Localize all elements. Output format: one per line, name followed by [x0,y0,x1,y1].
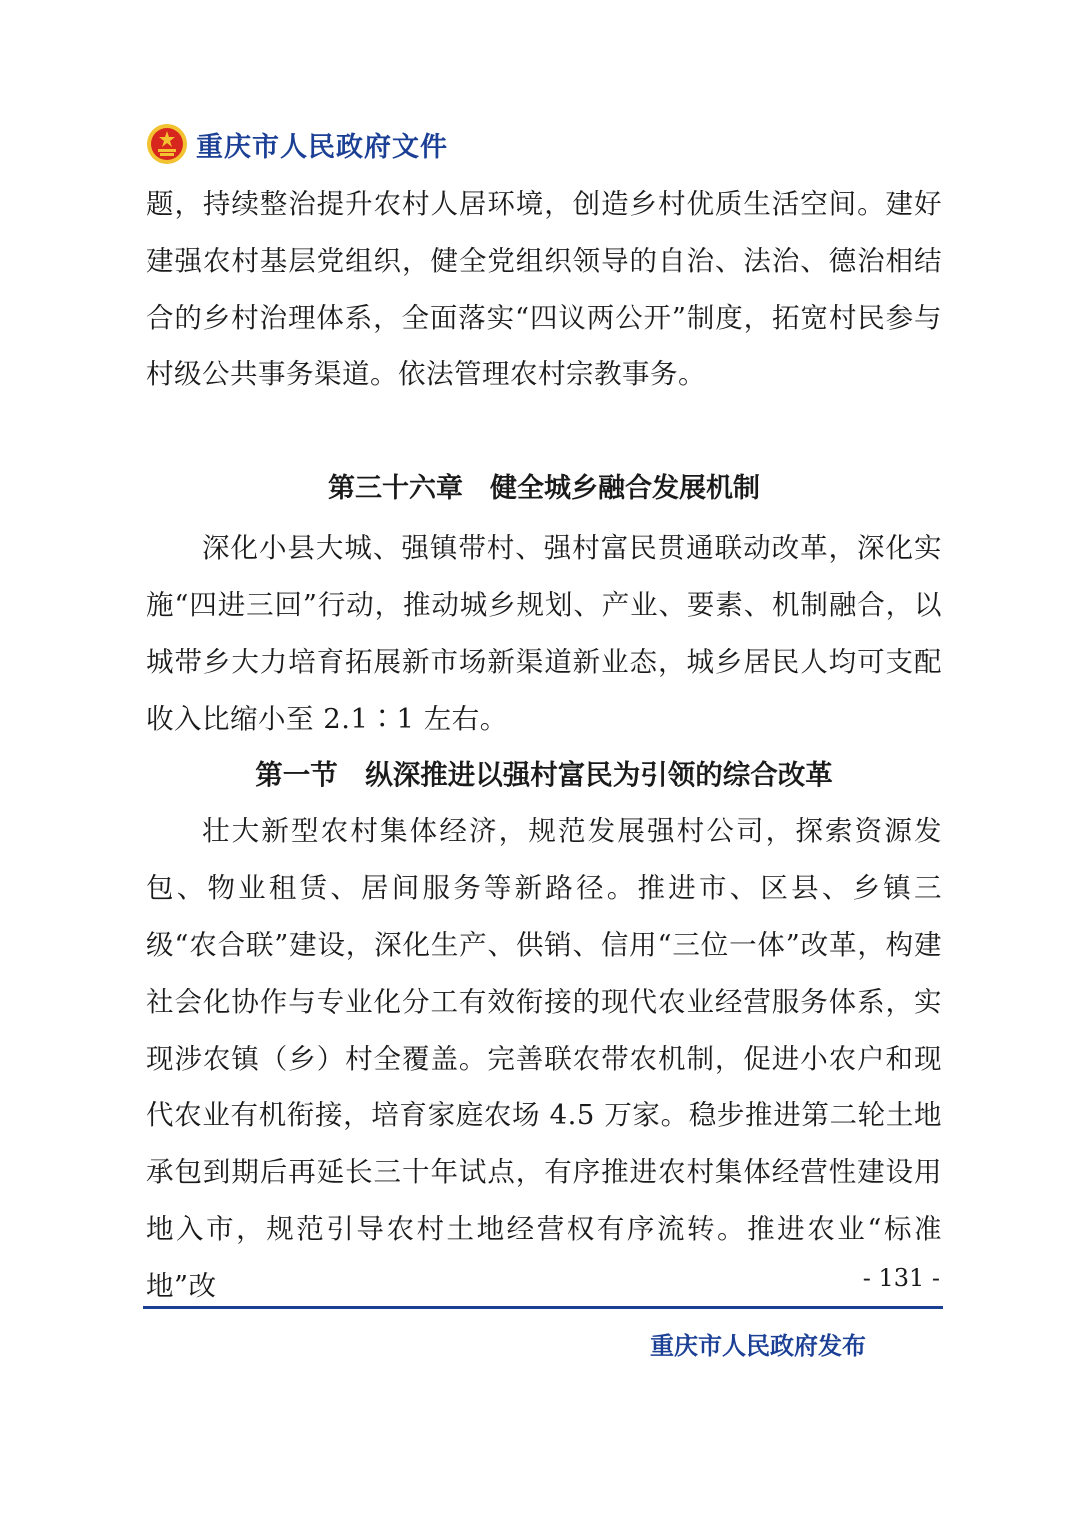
page-number: - 131 - [862,1264,940,1292]
document-body [146,176,942,1315]
paragraph: 壮大新型农村集体经济，规范发展强村公司，探索资源发包、物业租赁、居间服务等新路径。推进市、区县、乡镇三级“农合联”建设，深化生产、供销、信用“三位一体”改革，构建社会化协作与专业化分工有效衔接的现代农业经营服务体系，实现涉农镇（乡）村全覆盖。完善联农带农机制，促进小农户和现代农业有机衔接，培育家庭农场 4.5 万家。稳步推进第二轮土地承包到期后再延长三十年试点，有序推进农村集体经营性建设用地入市，规范引导农村土地经营权有序流转。推进农业“标准地”改 [146,815,942,1302]
footer-publisher: 重庆市人民政府发布 [650,1332,866,1360]
footer-divider [143,1306,943,1309]
paragraph: 深化小县大城、强镇带村、强村富民贯通联动改革，深化实施“四进三回”行动，推动城乡规划、产业、要素、机制融合，以城带乡大力培育拓展新市场新渠道新业态，城乡居民人均可支配收入比缩小至 2.1∶1 左右。 [146,532,942,735]
chapter-heading: 第三十六章 健全城乡融合发展机制 [328,473,760,505]
document-header [146,120,448,168]
national-emblem-icon [146,123,188,165]
paragraph: 题，持续整治提升农村人居环境，创造乡村优质生活空间。建好建强农村基层党组织，健全党组织领导的自治、法治、德治相结合的乡村治理体系，全面落实“四议两公开”制度，拓宽村民参与村级公共事务渠道。依法管理农村宗教事务。 [146,188,942,391]
spacer [146,403,942,469]
header-title: 重庆市人民政府文件 [196,131,448,163]
spacer [146,509,942,520]
section-heading: 第一节 纵深推进以强村富民为引领的综合改革 [255,759,833,792]
